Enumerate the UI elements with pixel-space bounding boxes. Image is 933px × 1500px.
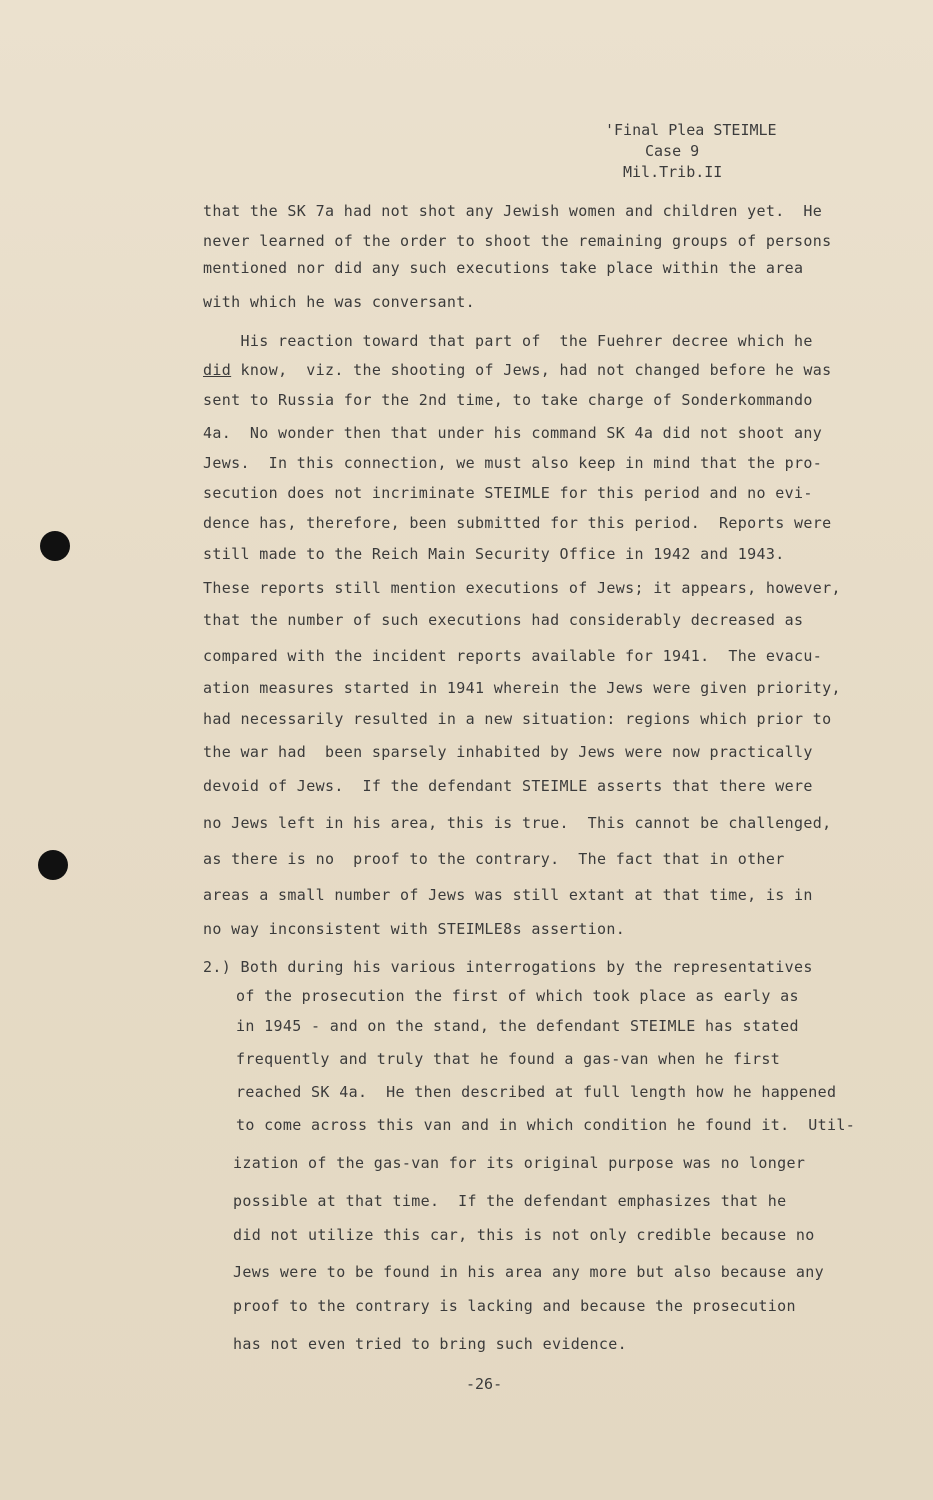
header-case: Case 9: [645, 142, 700, 160]
text-line: no way inconsistent with STEIMLE8s assertion.: [203, 920, 626, 938]
text-line: as there is no proof to the contrary. The fact that in other: [203, 850, 785, 868]
text-line: that the number of such executions had considerably decreased as: [203, 611, 804, 629]
text-line: His reaction toward that part of the Fuehrer decree which he: [203, 332, 813, 350]
text-line-with-underline: [203, 361, 832, 379]
underlined-word: did: [203, 361, 232, 379]
item-text-line: ization of the gas-van for its original purpose was no longer: [233, 1154, 806, 1172]
text-line: with which he was conversant.: [203, 293, 476, 311]
item-text-line: Jews were to be found in his area any more but also because any: [233, 1263, 824, 1281]
punch-hole: [38, 850, 68, 880]
item-text-line: proof to the contrary is lacking and because the prosecution: [233, 1297, 796, 1315]
item-text-line: to come across this van and in which condition he found it. Util-: [236, 1116, 856, 1134]
item-text-line: frequently and truly that he found a gas-van when he first: [236, 1050, 781, 1068]
text-line: compared with the incident reports available for 1941. The evacu-: [203, 647, 823, 665]
item-text-line: possible at that time. If the defendant emphasizes that he: [233, 1192, 787, 1210]
text-line: 4a. No wonder then that under his command SK 4a did not shoot any: [203, 424, 823, 442]
text-line: These reports still mention executions of Jews; it appears, however,: [203, 579, 841, 597]
text-line: the war had been sparsely inhabited by Jews were now practically: [203, 743, 813, 761]
page-number: -26-: [466, 1375, 503, 1393]
header-title: 'Final Plea STEIMLE: [605, 121, 777, 139]
text-line: areas a small number of Jews was still extant at that time, is in: [203, 886, 813, 904]
text-line: sent to Russia for the 2nd time, to take charge of Sonderkommando: [203, 391, 813, 409]
item-text-line: in 1945 - and on the stand, the defendant STEIMLE has stated: [236, 1017, 799, 1035]
item-text-line: of the prosecution the first of which took place as early as: [236, 987, 799, 1005]
text-line: still made to the Reich Main Security Office in 1942 and 1943.: [203, 545, 785, 563]
text-line: never learned of the order to shoot the remaining groups of persons: [203, 232, 832, 250]
text-line: dence has, therefore, been submitted for this period. Reports were: [203, 514, 832, 532]
item-text-line: did not utilize this car, this is not only credible because no: [233, 1226, 815, 1244]
document-header: [605, 120, 825, 183]
item-text-line: has not even tried to bring such evidence.: [233, 1335, 627, 1353]
text-line: devoid of Jews. If the defendant STEIMLE asserts that there were: [203, 777, 813, 795]
punch-hole: [40, 531, 70, 561]
text-line-rest: know, viz. the shooting of Jews, had not changed before he was: [240, 361, 832, 379]
text-line: no Jews left in his area, this is true. This cannot be challenged,: [203, 814, 832, 832]
text-line: that the SK 7a had not shot any Jewish women and children yet. He: [203, 202, 823, 220]
text-line: mentioned nor did any such executions take place within the area: [203, 259, 804, 277]
text-line: had necessarily resulted in a new situation: regions which prior to: [203, 710, 832, 728]
text-line: ation measures started in 1941 wherein the Jews were given priority,: [203, 679, 841, 697]
item-text-line: reached SK 4a. He then described at full length how he happened: [236, 1083, 837, 1101]
text-line: secution does not incriminate STEIMLE for this period and no evi-: [203, 484, 813, 502]
header-tribunal: Mil.Trib.II: [623, 163, 723, 181]
item-text-line: 2.) Both during his various interrogations by the representatives: [203, 958, 813, 976]
text-line: Jews. In this connection, we must also keep in mind that the pro-: [203, 454, 823, 472]
